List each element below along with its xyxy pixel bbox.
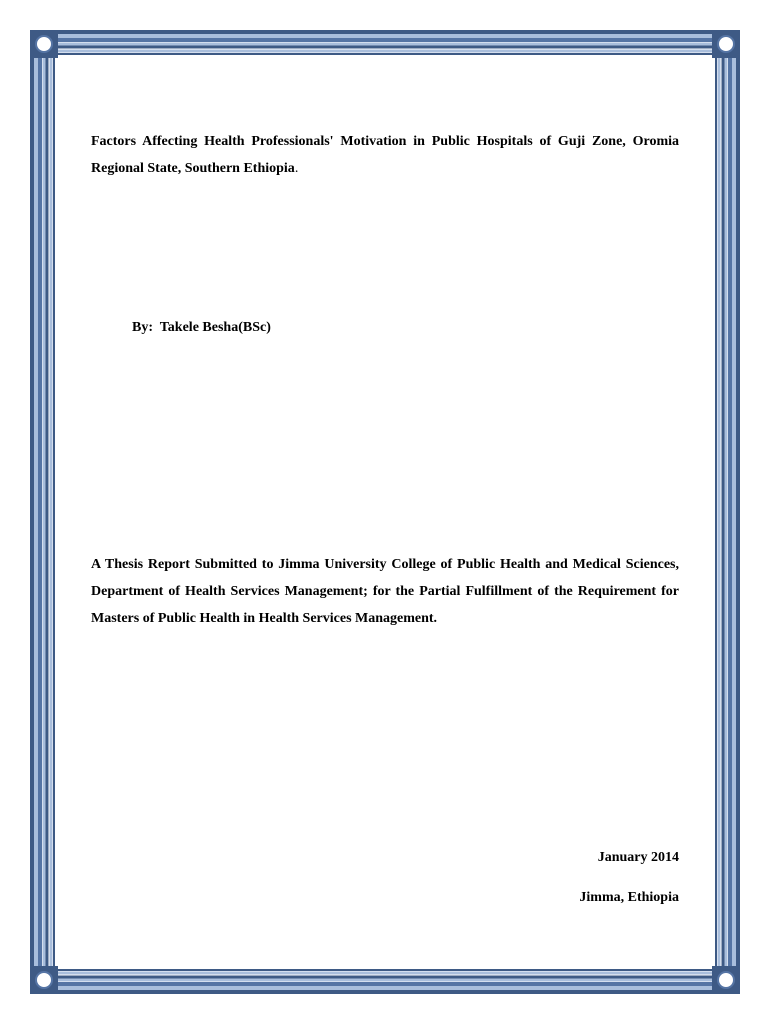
corner-ornament-bottom-left bbox=[30, 966, 58, 994]
document-title bbox=[91, 128, 679, 182]
corner-ornament-top-left bbox=[30, 30, 58, 58]
title-text: Factors Affecting Health Professionals' Motivation in Public Hospitals of Guji Zone, Oromia Regional State, Southern Ethiopia bbox=[91, 134, 679, 176]
thesis-statement: A Thesis Report Submitted to Jimma University College of Public Health and Medical Sciences, Department of Health Services Management; for the Partial Fulfillment of the Requirement for Masters of Public Health in Health Services Management. bbox=[91, 557, 679, 626]
submission-place: Jimma, Ethiopia bbox=[579, 890, 679, 905]
submission-date: January 2014 bbox=[597, 850, 679, 865]
corner-ornament-top-right bbox=[712, 30, 740, 58]
corner-ornament-bottom-right bbox=[712, 966, 740, 994]
title-suffix: . bbox=[294, 161, 299, 176]
author-byline: By: Takele Besha(BSc) bbox=[132, 320, 271, 335]
